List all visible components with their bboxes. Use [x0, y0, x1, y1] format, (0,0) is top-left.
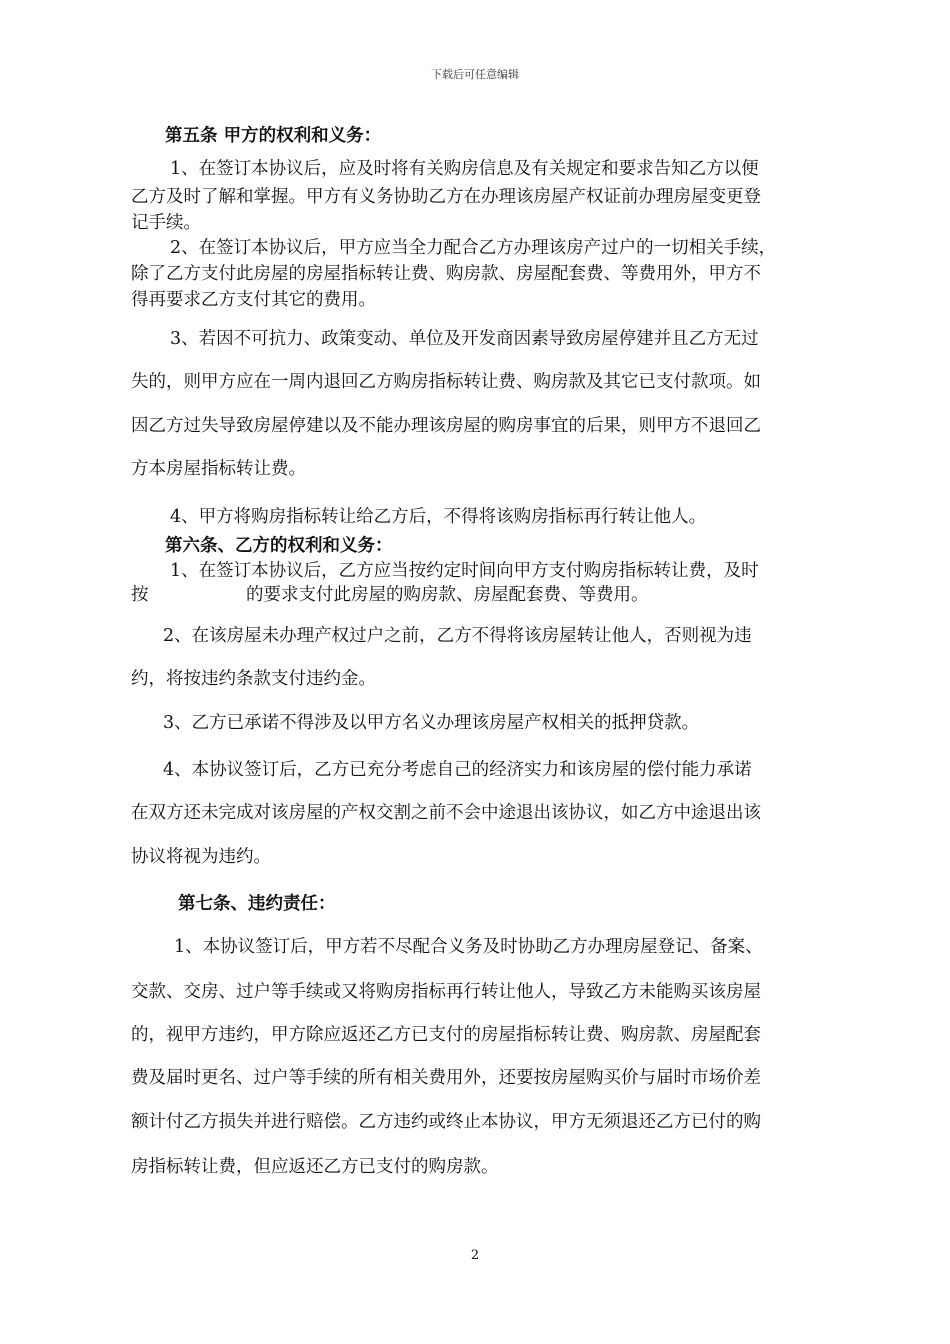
section-7-heading: 第七条、违约责任：	[178, 894, 336, 914]
paragraph-line: 得再要求乙方支付其它的费用。	[131, 290, 376, 310]
paragraph-line: 乙方及时了解和掌握。甲方有义务协助乙方在办理该房屋产权证前办理房屋变更登	[131, 187, 761, 207]
paragraph-line: 记手续。	[131, 213, 201, 233]
paragraph-line: 除了乙方支付此房屋的房屋指标转让费、购房款、房屋配套费、等费用外，甲方不	[131, 264, 761, 284]
paragraph-line: 的，视甲方违约，甲方除应返还乙方已支付的房屋指标转让费、购房款、房屋配套	[131, 1025, 761, 1045]
paragraph-line: 方本房屋指标转让费。	[131, 459, 306, 479]
page-number: 2	[470, 1248, 480, 1263]
paragraph-line: 4、本协议签订后，乙方已充分考虑自己的经济实力和该房屋的偿付能力承诺	[163, 760, 752, 780]
paragraph-line: 2、在签订本协议后，甲方应当全力配合乙方办理该房产过户的一切相关手续，	[170, 238, 777, 258]
paragraph-line: 因乙方过失导致房屋停建以及不能办理该房屋的购房事宜的后果，则甲方不退回乙	[131, 416, 761, 436]
paragraph-line: 的要求支付此房屋的购房款、房屋配套费、等费用。	[246, 585, 649, 605]
paragraph-line: 按	[131, 585, 149, 605]
paragraph-line: 2、在该房屋未办理产权过户之前，乙方不得将该房屋转让他人，否则视为违	[163, 626, 752, 646]
paragraph-line: 3、若因不可抗力、政策变动、单位及开发商因素导致房屋停建并且乙方无过	[170, 329, 759, 349]
paragraph-line: 协议将视为违约。	[131, 847, 271, 867]
paragraph-line: 交款、交房、过户等手续或又将购房指标再行转让他人，导致乙方未能购买该房屋	[131, 982, 761, 1002]
paragraph-line: 房指标转让费，但应返还乙方已支付的购房款。	[131, 1157, 499, 1177]
page-header: 下载后可任意编辑	[431, 68, 519, 81]
paragraph-line: 额计付乙方损失并进行赔偿。乙方违约或终止本协议，甲方无须退还乙方已付的购	[131, 1112, 761, 1132]
paragraph-line: 在双方还未完成对该房屋的产权交割之前不会中途退出该协议，如乙方中途退出该	[131, 803, 761, 823]
paragraph-line: 1、在签订本协议后，应及时将有关购房信息及有关规定和要求告知乙方以便	[170, 159, 759, 179]
paragraph-line: 1、本协议签订后，甲方若不尽配合义务及时协助乙方办理房屋登记、备案、	[174, 937, 763, 957]
paragraph-line: 4、甲方将购房指标转让给乙方后，不得将该购房指标再行转让他人。	[170, 507, 707, 527]
paragraph-line: 3、乙方已承诺不得涉及以甲方名义办理该房屋产权相关的抵押贷款。	[163, 713, 700, 733]
paragraph-line: 1、在签订本协议后，乙方应当按约定时间向甲方支付购房指标转让费，及时	[170, 561, 759, 581]
paragraph-line: 失的，则甲方应在一周内退回乙方购房指标转让费、购房款及其它已支付款项。如	[131, 372, 761, 392]
section-5-heading: 第五条 甲方的权利和义务：	[165, 126, 382, 146]
paragraph-line: 费及届时更名、过户等手续的所有相关费用外，还要按房屋购买价与届时市场价差	[131, 1068, 761, 1088]
paragraph-line: 约，将按违约条款支付违约金。	[131, 669, 376, 689]
section-6-heading: 第六条、乙方的权利和义务：	[165, 536, 393, 556]
